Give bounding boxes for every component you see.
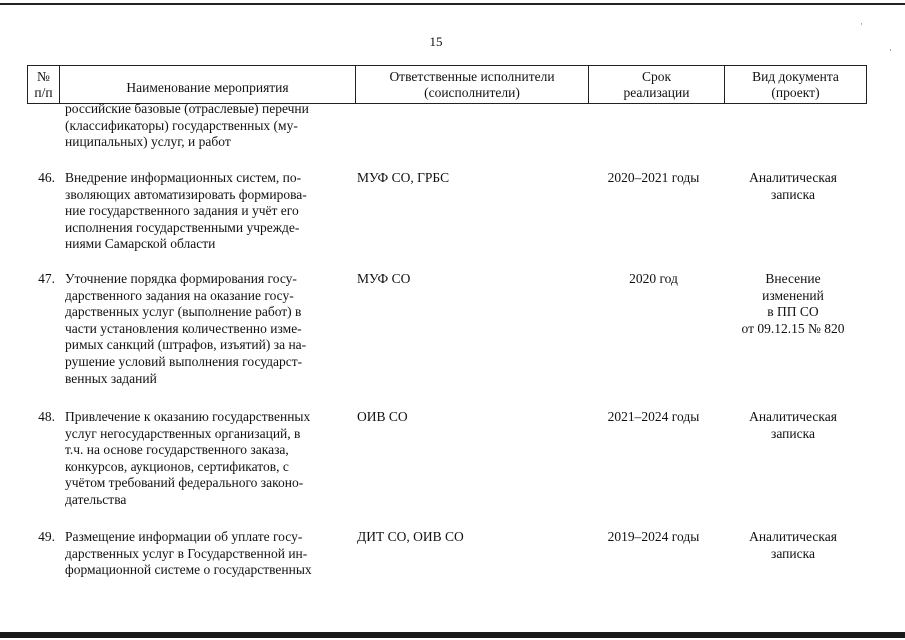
continuation-text: российские базовые (отраслевые) перечни (классификаторы) государственных (му- ниципальных) услуг, и работ [65, 101, 309, 150]
row-executors: ДИТ СО, ОИВ СО [357, 529, 464, 544]
row-executors: ОИВ СО [357, 409, 408, 424]
row-number: 46. [38, 170, 55, 185]
row-doc: Аналитическая записка [749, 170, 837, 202]
top-scan-border [0, 3, 905, 5]
row-doc: Внесение изменений в ПП СО от 09.12.15 № 820 [741, 271, 845, 336]
header-doc: Вид документа (проект) [725, 66, 867, 104]
row-name: Уточнение порядка формирования госу- дарственного задания на оказание госу- дарственных услуг (выполнение работ) в части установления количественно изме- римых санкций (штрафов, изъятий) за на- рушение условий выполнения государст- венных заданий [65, 271, 307, 386]
row-term: 2019–2024 годы [607, 529, 700, 544]
row-name: Внедрение информационных систем, по- зволяющих автоматизировать формирова- ние государственного задания и учёт его исполнения государственными учрежде- ниями Самарской области [65, 170, 307, 252]
row-term: 2020–2021 годы [607, 170, 700, 185]
row-executors: МУФ СО [357, 271, 411, 286]
header-name: Наименование мероприятия [60, 66, 356, 104]
bottom-scan-border [0, 632, 905, 638]
row-number: 49. [38, 529, 55, 544]
row-name: Размещение информации об уплате госу- дарственных услуг в Государственной ин- формационной системе о государственных [65, 529, 312, 578]
row-name: Привлечение к оказанию государственных услуг негосударственных организаций, в т.ч. на основе государственного заказа, конкурсов, аукционов, сертификатов, с учётом требований федерального законо- дательства [65, 409, 311, 507]
table-header [27, 65, 867, 104]
scan-speck: · [860, 19, 863, 29]
row-number: 48. [38, 409, 55, 424]
row-doc: Аналитическая записка [749, 529, 837, 561]
row-term: 2021–2024 годы [607, 409, 700, 424]
page-number: 15 [429, 34, 443, 49]
row-executors: МУФ СО, ГРБС [357, 170, 450, 185]
scan-speck: · [889, 45, 892, 55]
row-number: 47. [38, 271, 55, 286]
header-num: № п/п [28, 66, 60, 104]
header-executors: Ответственные исполнители (соисполнители) [356, 66, 589, 104]
header-term: Срок реализации [589, 66, 725, 104]
row-term: 2020 год [629, 271, 678, 286]
row-doc: Аналитическая записка [749, 409, 837, 441]
